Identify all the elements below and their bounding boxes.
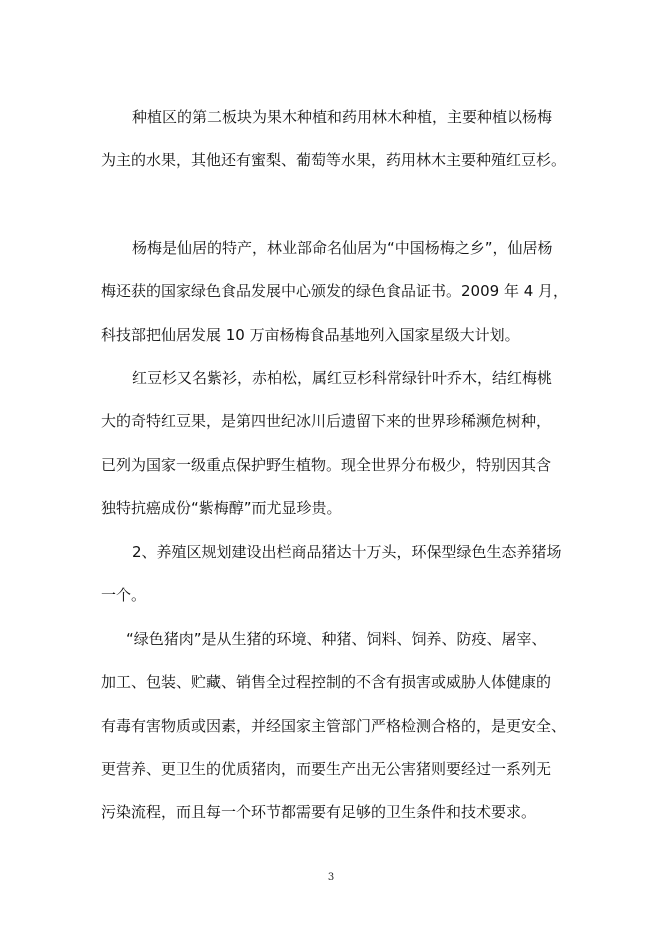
paragraph-3-line-4: 独特抗癌成份“紫梅醇”而尤显珍贵。 bbox=[101, 499, 342, 517]
paragraph-1-line-2: 为主的水果，其他还有蜜梨、葡萄等水果，药用林木主要种殖红豆杉。 bbox=[101, 151, 567, 169]
paragraph-4-line-1: 2、养殖区规划建设出栏商品猪达十万头，环保型绿色生态养猪场 bbox=[132, 543, 562, 561]
paragraph-5-line-3: 有毒有害物质或因素，并经国家主管部门严格检测合格的，是更安全、 bbox=[101, 717, 567, 735]
page-number: 3 bbox=[327, 872, 335, 883]
paragraph-3-line-3: 已列为国家一级重点保护野生植物。现全世界分布极少，特别因其含 bbox=[101, 456, 552, 474]
paragraph-2-line-1: 杨梅是仙居的特产，林业部命名仙居为“中国杨梅之乡”，仙居杨 bbox=[132, 239, 553, 257]
paragraph-2-line-3: 科技部把仙居发展 10 万亩杨梅食品基地列入国家星级大计划。 bbox=[101, 326, 520, 344]
paragraph-4-line-2: 一个。 bbox=[101, 586, 147, 604]
paragraph-5-line-5: 污染流程，而且每一个环节都需要有足够的卫生条件和技术要求。 bbox=[101, 803, 537, 821]
paragraph-5-line-1: “绿色猪肉”是从生猪的环境、种猪、饲料、饲养、防疫、屠宰、 bbox=[126, 630, 547, 648]
paragraph-1-line-1: 种植区的第二板块为果木种植和药用林木种植，主要种植以杨梅 bbox=[132, 108, 553, 126]
paragraph-3-line-1: 红豆杉又名紫衫，赤柏松，属红豆杉科常绿针叶乔木，结红梅桃 bbox=[132, 369, 553, 387]
paragraph-3-line-2: 大的奇特红豆果，是第四世纪冰川后遗留下来的世界珍稀濒危树种， bbox=[101, 412, 552, 430]
paragraph-5-line-2: 加工、包装、贮藏、销售全过程控制的不含有损害或威胁人体健康的 bbox=[101, 673, 552, 691]
paragraph-5-line-4: 更营养、更卫生的优质猪肉，而要生产出无公害猪则要经过一系列无 bbox=[101, 760, 552, 778]
paragraph-2-line-2: 梅还获的国家绿色食品发展中心颁发的绿色食品证书。2009 年 4 月， bbox=[101, 282, 569, 300]
